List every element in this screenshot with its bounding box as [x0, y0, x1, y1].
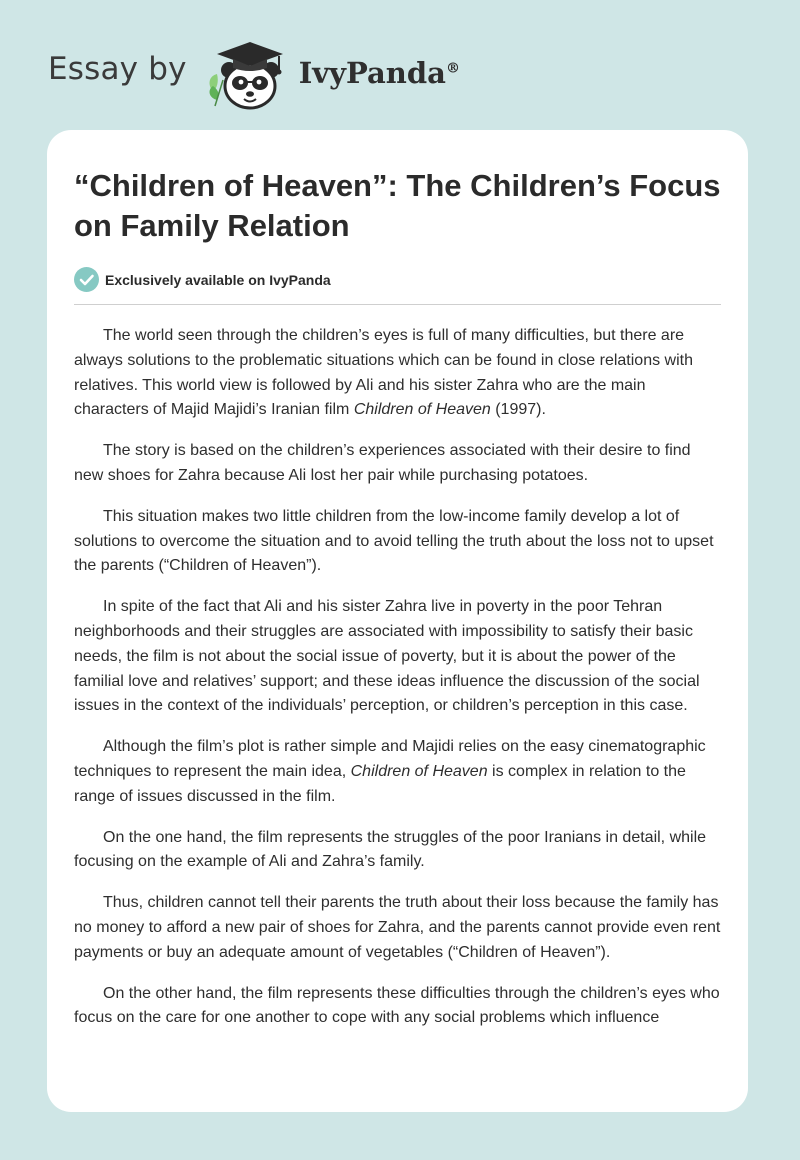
paragraph-5 [74, 735, 724, 809]
paragraph-2: The story is based on the children’s experiences associated with their desire to find new shoes for Zahra because Ali lost her pair while purchasing potatoes. [74, 442, 691, 484]
exclusive-badge [74, 267, 721, 292]
site-header [48, 34, 460, 110]
essay-by-label: Essay by [48, 51, 187, 87]
paragraph-6: On the one hand, the film represents the struggles of the poor Iranians in detail, while focusing on the example of Ali and Zahra’s family. [74, 828, 707, 871]
paragraph-1-text: The world seen through the children’s eyes is full of many difficulties, but there are always solutions to the problematic situations which can be found in close relations with relatives. This world view is followed by Ali and his sister Zahra who are the main characters of Majid Majidi’s Iranian film [74, 327, 693, 419]
paragraph-1 [74, 324, 724, 423]
paragraph-5-text: Although the film’s plot is rather simple and Majidi relies on the easy cinematographic techniques to represent the main idea, [74, 738, 706, 780]
essay-title: “Children of Heaven”: The Children’s Focus on Family Relation [74, 168, 721, 243]
brand-name-text: IvyPanda [298, 56, 446, 90]
check-circle-icon [74, 267, 99, 292]
panda-graduate-logo-icon[interactable] [203, 34, 295, 110]
film-title-italic: Children of Heaven [353, 401, 491, 419]
registered-mark: ® [445, 60, 460, 77]
paragraph-1-text-end: (1997). [490, 401, 546, 419]
film-title-italic: Children of Heaven [350, 762, 488, 780]
paragraph-7: Thus, children cannot tell their parents the truth about their loss because the family has no money to afford a new pair of shoes for Zahra, and the parents cannot provide even rent payments or buy an adequate amount of vegetables (“Children of Heaven”). [74, 894, 721, 961]
paragraph-4: In spite of the fact that Ali and his sister Zahra live in poverty in the poor Tehran neighborhoods and their struggles are associated with impossibility to satisfy their basic needs, the film is not about the social issue of poverty, but it is about the power of the familial love and relatives’ support; and these ideas influence the discussion of the social issues in the context of the individuals’ perception, or children’s perception in this case. [74, 598, 700, 715]
essay-card [47, 130, 748, 1112]
paragraph-3: This situation makes two little children from the low-income family develop a lot of solutions to overcome the situation and to avoid telling the truth about the loss not to upset the parents (“Children of Heaven”). [74, 507, 714, 575]
paragraph-8: On the other hand, the film represents these difficulties through the children’s eyes who focus on the care for one another to cope with any social problems which influence [74, 984, 720, 1027]
paragraph-5-text-end: is complex in relation to the range of issues discussed in the film. [74, 762, 686, 805]
exclusive-badge-text: Exclusively available on IvyPanda [105, 271, 331, 288]
title-divider [74, 304, 721, 305]
brand-name[interactable] [299, 56, 460, 90]
essay-body [74, 324, 721, 1031]
